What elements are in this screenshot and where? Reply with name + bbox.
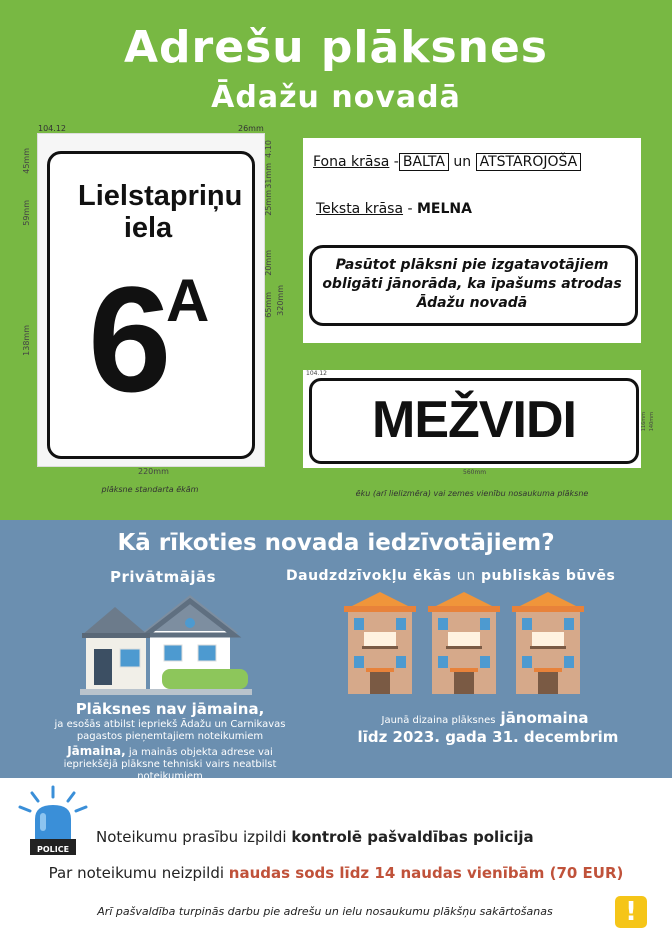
dim-label: 116mm xyxy=(641,412,647,432)
bg-value-white: BALTA xyxy=(399,153,449,171)
house-illustration xyxy=(80,593,252,695)
dim-label: 320mm xyxy=(276,285,285,316)
apartments-change-text: Jaunā dizaina plāksnes xyxy=(381,715,496,726)
dim-label: 104.12 xyxy=(38,124,66,133)
dim-label: 140mm xyxy=(649,412,655,432)
page-subtitle: Ādažu novadā xyxy=(211,80,461,115)
conjunction: un xyxy=(453,154,472,170)
separator: - xyxy=(407,201,413,217)
police-control-line xyxy=(96,828,596,846)
sign-house-letter: A xyxy=(166,267,210,334)
conjunction: un xyxy=(456,568,476,584)
dim-label: 45mm xyxy=(22,148,31,174)
dim-label: 220mm xyxy=(138,467,169,476)
dim-label: 26mm xyxy=(238,124,264,133)
private-no-change-text: ja esošās atbilst iepriekš Ādažu un Carnikavas pagastos pieņemtajiem noteikumiem xyxy=(54,719,286,742)
sign-street-name: Lielstapriņu iela xyxy=(78,180,243,244)
private-change-block xyxy=(42,745,298,783)
fine-line xyxy=(0,864,672,882)
dim-label: 25mm xyxy=(264,190,273,216)
dim-label: 4.10 xyxy=(264,140,273,158)
dim-label: 104.12 xyxy=(306,370,327,377)
fine-amount: naudas sods līdz 14 naudas vienībām (70 EUR) xyxy=(228,864,624,882)
dim-label: 20mm xyxy=(264,250,273,276)
dim-label: 560mm xyxy=(463,469,487,476)
apartments-change-line xyxy=(350,708,620,727)
dim-label: 65mm xyxy=(264,292,273,318)
text-color-label: Teksta krāsa xyxy=(316,201,404,217)
apartments-change-bold: jānomaina xyxy=(500,709,589,727)
order-note-text: Pasūtot plāksni pie izgatavotājiem obligāti jānorāda, ka īpašums atrodas Ādažu novadā xyxy=(322,257,622,311)
bg-color-line xyxy=(313,154,581,170)
apartment-buildings-illustration xyxy=(340,592,588,695)
sign-house-number: 6 xyxy=(88,255,172,423)
dim-label: 138mm xyxy=(22,325,31,356)
page-title: Adrešu plāksnes xyxy=(124,22,548,73)
police-control-text: Noteikumu prasību izpildi xyxy=(96,828,287,846)
public-buildings-label: publiskās būvēs xyxy=(480,568,616,584)
police-control-bold: kontrolē pašvaldības policija xyxy=(291,828,534,846)
dim-label: 59mm xyxy=(22,200,31,226)
private-houses-heading: Privātmājās xyxy=(110,568,217,586)
deadline-text: līdz 2023. gada 31. decembrim xyxy=(357,728,619,746)
private-change-bold: Jāmaina, xyxy=(67,744,126,758)
text-color-line xyxy=(316,201,472,217)
text-color-value: MELNA xyxy=(417,201,472,217)
apartments-heading xyxy=(286,568,615,584)
bg-color-label: Fona krāsa xyxy=(313,154,390,170)
municipality-note: Arī pašvaldība turpinās darbu pie adrešu un ielu nosaukumu plākšņu sakārtošanas xyxy=(97,905,553,918)
fine-text: Par noteikumu neizpildi xyxy=(48,864,225,882)
sign-name-text: MEŽVIDI xyxy=(372,391,576,449)
police-badge-text: POLICE xyxy=(36,845,70,854)
warning-icon: ! xyxy=(615,896,647,928)
private-change-text: ja mainās objekta adrese vai iepriekšējā plāksne tehniski vairs neatbilst noteikumiem xyxy=(63,747,277,782)
private-no-change-bold: Plāksnes nav jāmaina, xyxy=(75,700,265,718)
howto-question: Kā rīkoties novada iedzīvotājiem? xyxy=(117,530,555,556)
apartments-label: Daudzdzīvokļu ēkās xyxy=(286,568,452,584)
sign-name-caption: ēku (arī lielizmēra) vai zemes vienību nosaukuma plāksne xyxy=(355,489,589,498)
separator: - xyxy=(393,154,399,170)
sign-standard-caption: plāksne standarta ēkām xyxy=(101,485,199,494)
bg-value-reflective: ATSTAROJOŠA xyxy=(476,153,582,171)
dim-label: 31mm xyxy=(264,163,273,189)
